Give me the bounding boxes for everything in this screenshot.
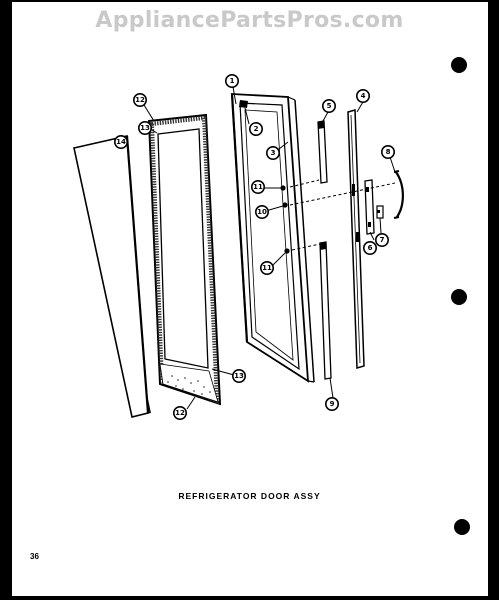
door-outer-panel: [74, 136, 151, 417]
callout-4: [357, 90, 369, 102]
callout-5: [323, 100, 335, 112]
callout-3: [267, 147, 279, 159]
callout-label: 10: [257, 208, 267, 216]
callout-label: 5: [326, 102, 332, 110]
door-gasket-frame: [149, 115, 220, 404]
upper-trim-cap: [318, 121, 324, 129]
callout-9: [326, 398, 338, 410]
callout-label: 3: [270, 149, 276, 157]
door-liner: [232, 94, 314, 382]
lower-trim-cap: [320, 242, 326, 250]
callout-2: [250, 123, 262, 135]
callout-13: [139, 122, 151, 134]
callout-label: 12: [135, 96, 145, 104]
binder-hole-top: [451, 57, 467, 73]
callout-label: 8: [385, 148, 391, 156]
callout-8: [382, 146, 394, 158]
watermark-text: AppliancePartsPros.com: [95, 8, 404, 33]
callout-11: [252, 181, 264, 193]
callout-14: [115, 136, 127, 148]
callout-label: 11: [253, 183, 263, 191]
callout-10: [256, 206, 268, 218]
callout-label: 7: [379, 236, 385, 244]
upper-trim-strip: [318, 121, 327, 183]
callout-13: [233, 370, 245, 382]
callout-12: [134, 94, 146, 106]
screw: [284, 248, 289, 253]
screw: [282, 202, 287, 207]
callout-label: 4: [360, 92, 366, 100]
callout-12: [174, 407, 186, 419]
callout-label: 2: [253, 125, 259, 133]
handle-bracket: [394, 171, 403, 218]
callout-label: 12: [175, 409, 185, 417]
diagram-caption: REFRIGERATOR DOOR ASSY: [178, 491, 321, 501]
callout-label: 9: [329, 400, 335, 408]
callout-11: [261, 262, 273, 274]
callout-7: [376, 234, 388, 246]
callout-label: 14: [116, 138, 126, 146]
callout-6: [364, 242, 376, 254]
binder-hole-middle: [451, 289, 467, 305]
small-bracket: [377, 206, 383, 218]
screw: [280, 185, 285, 190]
callout-label: 6: [367, 244, 373, 252]
door-handle-trim: [348, 110, 364, 368]
callout-label: 1: [229, 77, 235, 85]
callout-label: 13: [140, 124, 150, 132]
callout-label: 11: [262, 264, 272, 272]
callout-1: [226, 75, 238, 87]
callout-label: 13: [234, 372, 244, 380]
lower-trim-strip: [320, 242, 331, 379]
page-number: 36: [30, 552, 39, 561]
binder-hole-bottom: [454, 519, 470, 535]
